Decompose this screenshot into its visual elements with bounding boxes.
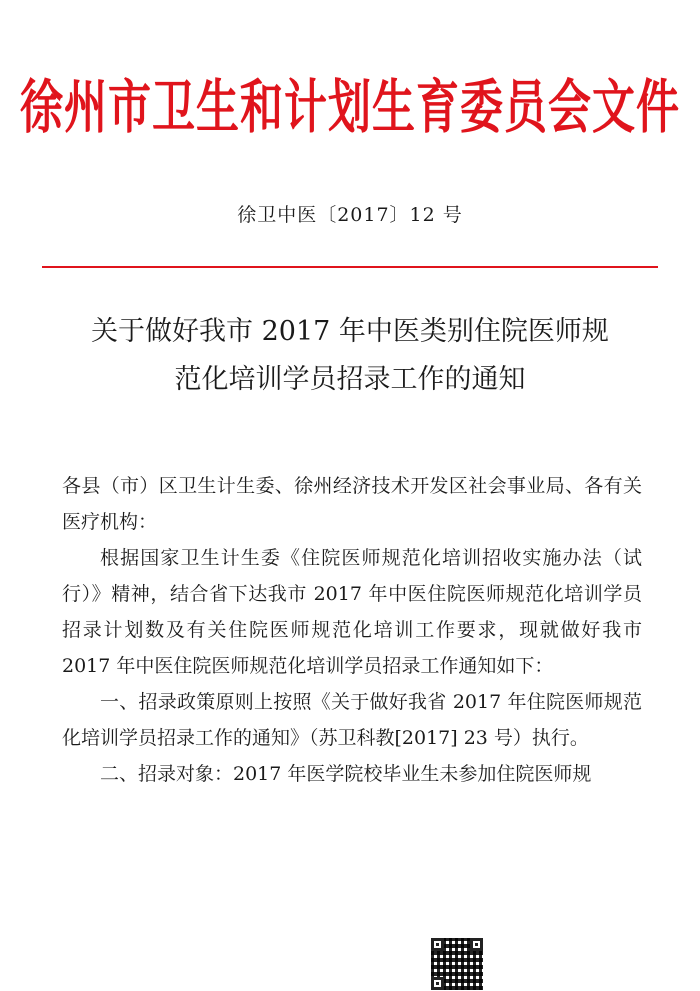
- notice-title-line-1: 关于做好我市 2017 年中医类别住院医师规: [91, 316, 609, 347]
- qr-finder-pattern: [431, 977, 444, 990]
- document-header-title: 徐州市卫生和计划生育委员会文件: [20, 74, 680, 142]
- notice-title-line-2: 范化培训学员招录工作的通知: [174, 364, 526, 395]
- salutation: 各县（市）区卫生计生委、徐州经济技术开发区社会事业局、各有关医疗机构：: [62, 475, 642, 533]
- notice-title: [40, 308, 660, 404]
- notice-body: [62, 468, 642, 792]
- qr-code-icon: [431, 938, 483, 990]
- paragraph-intro: 根据国家卫生计生委《住院医师规范化培训招收实施办法（试行）》精神，结合省下达我市 2017 年中医住院医师规范化培训学员招录计划数及有关住院医师规范化培训工作要求，现就做好我市 2017 年中医住院医师规范化培训学员招录工作通知如下：: [62, 547, 642, 677]
- qr-finder-pattern: [470, 938, 483, 951]
- header-divider: [42, 266, 658, 268]
- paragraph-item-2: 二、招录对象：2017 年医学院校毕业生未参加住院医师规: [100, 763, 592, 785]
- qr-finder-pattern: [431, 938, 444, 951]
- paragraph-item-1: 一、招录政策原则上按照《关于做好我省 2017 年住院医师规范化培训学员招录工作的通知》（苏卫科教[2017] 23 号）执行。: [62, 691, 642, 749]
- document-number: 徐卫中医〔2017〕12 号: [237, 204, 463, 226]
